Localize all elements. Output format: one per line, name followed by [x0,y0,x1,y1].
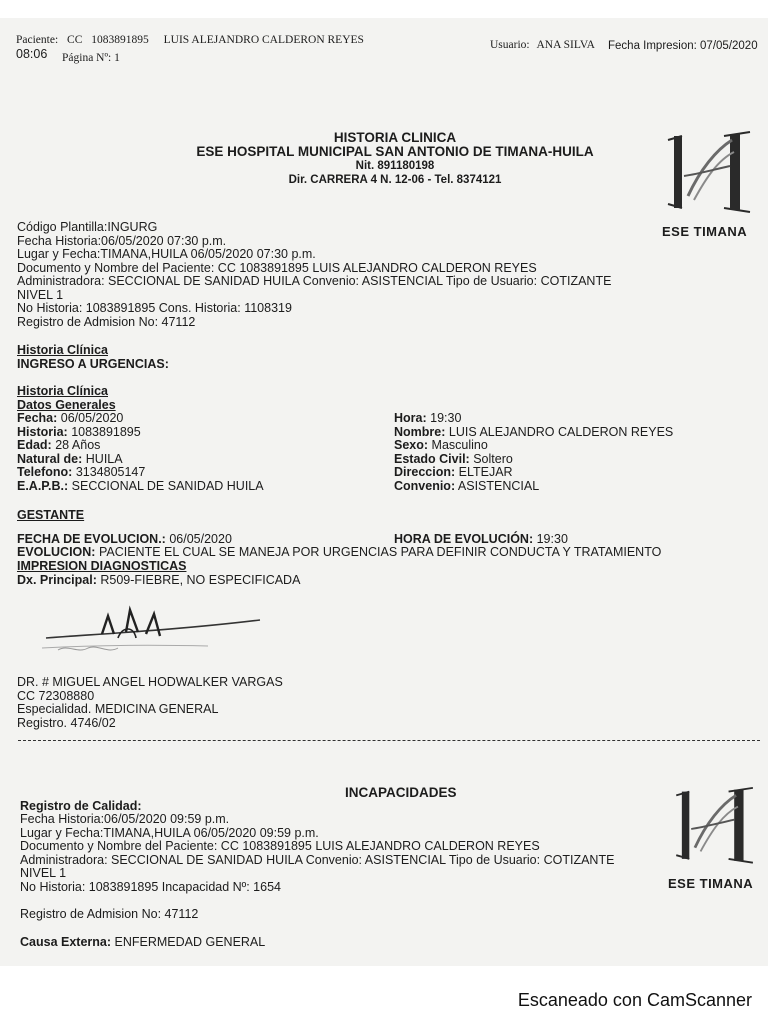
hospital-logo-icon [660,130,760,222]
info-line: Documento y Nombre del Paciente: CC 1083891895 LUIS ALEJANDRO CALDERON REYES [17,260,537,275]
title-line2: ESE HOSPITAL MUNICIPAL SAN ANTONIO DE TIMANA-HUILA [196,144,594,159]
incapacidad-line: Administradora: SECCIONAL DE SANIDAD HUILA Convenio: ASISTENCIAL Tipo de Usuario: COTIZANTE [20,852,615,867]
hora-evolucion: HORA DE EVOLUCIÓN: 19:30 [394,532,568,546]
datos-right: Hora: 19:30 Nombre: LUIS ALEJANDRO CALDERON REYES Sexo: Masculino Estado Civil: Soltero Direccion: ELTEJAR Convenio: ASISTENCIAL [394,411,674,493]
title-line1: HISTORIA CLINICA [333,130,457,145]
scanned-page [0,18,768,966]
title-nit: Nit. 891180198 [355,160,435,172]
section-historia-clinica: Historia Clínica [17,343,108,357]
logo-text: ESE TIMANA [668,876,754,891]
info-line: Lugar y Fecha:TIMANA,HUILA 06/05/2020 07:30 p.m. [17,247,316,261]
info-line: NIVEL 1 [17,287,64,302]
incapacidades-title: INCAPACIDADES [345,785,457,800]
header-time: 08:06 [16,47,48,61]
ese-timana-logo-2 [668,786,763,896]
info-line: Administradora: SECCIONAL DE SANIDAD HUILA Convenio: ASISTENCIAL Tipo de Usuario: COTIZANTE [17,274,612,288]
dx-principal: Dx. Principal: R509-FIEBRE, NO ESPECIFICADA [17,573,301,587]
doctor-block [17,676,283,730]
section-historia-clinica-2: Historia Clínica [17,384,108,398]
incapacidad-line: Lugar y Fecha:TIMANA,HUILA 06/05/2020 09:59 p.m. [20,825,319,840]
doctor-line: CC 72308880 [17,688,95,703]
section-divider [18,740,760,741]
causa-externa: Causa Externa: ENFERMEDAD GENERAL [20,935,266,949]
title-address: Dir. CARRERA 4 N. 12-06 - Tel. 8374121 [288,174,502,186]
incapacidad-line: Documento y Nombre del Paciente: CC 1083891895 LUIS ALEJANDRO CALDERON REYES [20,839,540,853]
registro-admision: Registro de Admision No: 47112 [20,907,199,921]
info-block [17,221,611,329]
incapacidad-line: NIVEL 1 [20,866,67,880]
info-line: No Historia: 1083891895 Cons. Historia: 1108319 [17,301,292,315]
section-datos-generales: Datos Generales [17,398,116,412]
doctor-line: DR. # MIGUEL ANGEL HODWALKER VARGAS [17,675,283,689]
doctor-line: Especialidad. MEDICINA GENERAL [17,702,219,716]
logo-text: ESE TIMANA [662,224,748,239]
doctor-line: Registro. 4746/02 [17,715,116,730]
header-paciente: Paciente: CC 1083891895 LUIS ALEJANDRO CALDERON REYES [16,34,364,46]
ese-timana-logo [660,130,760,240]
datos-left: Fecha: 06/05/2020 Historia: 1083891895 Edad: 28 Años Natural de: HUILA Telefono: 3134805147 E.A.P.B.: SECCIONAL DE SANIDAD HUILA [17,411,264,493]
section-gestante: GESTANTE [17,508,85,522]
incapacidad-line: Fecha Historia:06/05/2020 09:59 p.m. [20,812,230,826]
document-title [160,131,630,187]
evolucion-text: EVOLUCION: PACIENTE EL CUAL SE MANEJA POR URGENCIAS PARA DEFINIR CONDUCTA Y TRATAMIENTO [17,545,662,559]
camscanner-footer: Escaneado con CamScanner [517,990,752,1010]
info-line: Registro de Admision No: 47112 [17,314,196,329]
info-line: Código Plantilla:INGURG [17,220,158,234]
incapacidad-line: No Historia: 1083891895 Incapacidad Nº: 1654 [20,879,281,894]
header-usuario: Usuario: ANA SILVA [490,39,595,51]
signature-icon [38,604,268,664]
section-ingreso: INGRESO A URGENCIAS: [17,357,169,371]
hospital-logo-icon [668,786,763,872]
fecha-impresion: Fecha Impresion: 07/05/2020 [608,40,758,52]
section-impresion: IMPRESION DIAGNOSTICAS [17,559,187,573]
incapacidad-info [20,813,614,894]
signature [38,604,268,664]
info-line: Fecha Historia:06/05/2020 07:30 p.m. [17,233,227,248]
fecha-evolucion: FECHA DE EVOLUCION.: 06/05/2020 [17,532,232,546]
registro-calidad: Registro de Calidad: [20,799,142,813]
header-pagina: Página Nº: 1 [62,52,120,64]
